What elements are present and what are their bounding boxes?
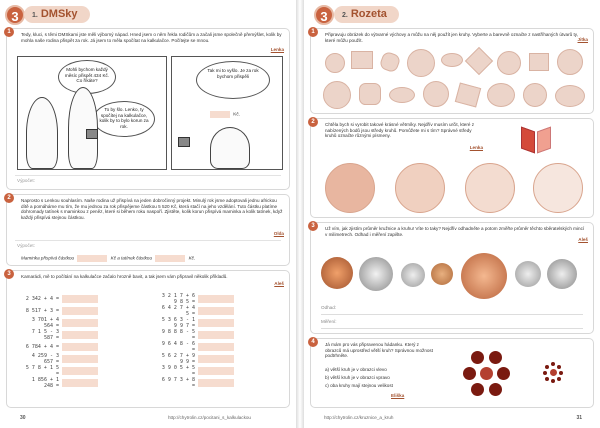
task-author: Jitka	[577, 37, 588, 42]
task-text: Naprosto s Lenkou souhlasím. Naše rodina už přispívá na jeden dobročinný projekt. Minulý rok jsme adoptovali jednu africkou dítě a pomáháme mu tím, že mu jednou za rok přispějeme částkou 5 520 Kč, která stačí na jeho vzdělání. Tuto částku platíme dohromady tatínek s maminkou z peněz, které si během roku naspoří. Zjistěte, kolik korun přispívá maminka a kolik tatínek, když každý přispívá stejnou částkou.	[21, 198, 283, 221]
coin	[461, 253, 507, 299]
page-number: 31	[576, 415, 582, 421]
answer-box[interactable]	[62, 295, 98, 303]
task-text: Kamarádi, mě to počítání na kalkulačce začalo hrozně bavit, a tak jsem vám připravil několik příkladů.	[21, 274, 228, 279]
bubble-text: Tak mi to vyšlo. Je za rok bychom přispěli	[207, 68, 259, 79]
disc[interactable]	[325, 163, 375, 213]
task-number: 3	[4, 269, 14, 279]
coin	[547, 259, 577, 289]
equation-row	[21, 293, 98, 305]
chapter-title-text: Rozeta	[350, 8, 387, 20]
shape-circle[interactable]	[523, 83, 547, 107]
task-number: 1	[4, 27, 14, 37]
girl-figure	[26, 97, 58, 169]
equation-text: 5 3 6 3 - 1 9 9 7 =	[161, 316, 195, 329]
task-number: 2	[4, 193, 14, 203]
task-1	[6, 28, 290, 190]
answer-box[interactable]	[155, 255, 185, 262]
equation-row	[157, 377, 234, 389]
speech-bubble: Mohli bychom každý měsíc přispět 434 Kč. Co říkáte?	[58, 60, 116, 94]
task-1	[310, 28, 594, 114]
book-spine	[296, 0, 304, 428]
task-number: 2	[308, 117, 318, 127]
task-author: Aleš	[578, 237, 588, 242]
chapter-title-text: DMSky	[40, 8, 78, 20]
answer-box[interactable]	[62, 355, 98, 363]
chapter-badge: 3	[314, 5, 334, 25]
equation-text: 6 9 7 3 + 8 =	[161, 376, 195, 389]
equation-row	[21, 317, 98, 329]
shape-diamond[interactable]	[465, 47, 493, 75]
answer-line	[208, 111, 240, 118]
equation-row	[157, 317, 234, 329]
chapter-title	[334, 6, 399, 23]
pinwheel-image	[507, 125, 567, 155]
shape-square[interactable]	[455, 82, 481, 107]
answer-unit: Kč.	[233, 111, 240, 117]
task-3	[6, 270, 290, 408]
comic-panel-right	[171, 56, 283, 170]
shape-circle[interactable]	[325, 53, 345, 73]
equation-text: 2 342 + 4 =	[25, 295, 59, 302]
shape-square[interactable]	[529, 53, 549, 71]
chapter-number: 1.	[32, 12, 38, 19]
answer-box[interactable]	[198, 379, 234, 387]
right-page	[304, 0, 600, 428]
equation-text: 9 8 8 8 - 5 =	[161, 328, 195, 341]
chapter-number: 2.	[342, 12, 348, 19]
option-b[interactable]: b) větší kruh je v obrazci vpravo	[325, 375, 390, 380]
equation-row	[21, 341, 98, 353]
right-header	[304, 4, 600, 26]
solution-area[interactable]: Výpočet:	[15, 175, 281, 187]
page-url[interactable]: http://chytrolin.cz/pocitani_s_kalkulackou	[168, 415, 251, 420]
task-text: Už vím, jak zjistím průměr kružnice a kruhu! Víte to taky? Nejdřív odhadněte a potom změřte průměr těchto sběratelských mincí v milimetrech. Odhad i měření zapište.	[325, 226, 585, 237]
shape-circle[interactable]	[407, 49, 435, 77]
task-author: Olda	[273, 231, 284, 236]
chapter-title	[24, 6, 90, 23]
equation-row	[157, 341, 234, 353]
equation-text: 6 784 + 4 =	[25, 343, 59, 350]
task-author: Lenka	[469, 145, 483, 150]
answer-box[interactable]	[198, 307, 234, 315]
disc[interactable]	[533, 163, 583, 213]
equation-text: 1 856 + 1 248 =	[31, 376, 59, 389]
shape-ellipse[interactable]	[555, 85, 585, 107]
task-3	[310, 222, 594, 334]
answer-box[interactable]	[62, 379, 98, 387]
equation-row	[21, 329, 98, 341]
equation-text: 7 1 5 - 3 587 =	[31, 328, 59, 341]
answer-unit: Kč.	[188, 255, 196, 261]
equation-text: 3 701 + 4 564 =	[31, 316, 59, 329]
right-footer	[304, 414, 600, 424]
equation-row	[21, 377, 98, 389]
task-text: Tedy, kluci, s těmi DMSkami jste měli výborný nápad. Hned jsem o něm řekla rodičům a začali jsme společně přemýšlet, kolik by mohla naše rodina přispět za rok. Já jsem to měla spočítat na kalkulačce. Počítejte se mnou.	[21, 32, 282, 43]
task-2	[310, 118, 594, 218]
task-author: Eliška	[391, 393, 405, 398]
estimate-row[interactable]: Odhad:	[321, 305, 583, 315]
coin	[431, 263, 453, 285]
equation-text: 9 6 4 8 - 6 =	[161, 340, 195, 353]
answer-box[interactable]	[77, 255, 107, 262]
shape-ellipse[interactable]	[487, 83, 515, 107]
left-footer	[0, 414, 296, 424]
coin	[359, 257, 393, 291]
answer-box[interactable]	[62, 367, 98, 375]
answer-sentence	[21, 255, 195, 262]
shape-hexagon[interactable]	[378, 50, 401, 73]
page-number: 30	[20, 415, 26, 421]
disc[interactable]	[465, 163, 515, 213]
shape-circle[interactable]	[323, 81, 351, 109]
shape-ellipse[interactable]	[441, 53, 463, 67]
task-number: 4	[308, 337, 318, 347]
chapter-badge: 3	[5, 5, 25, 25]
task-2	[6, 194, 290, 266]
answer-label: Kč a tatínek částkou	[110, 255, 153, 261]
equation-row	[157, 353, 234, 365]
left-header	[0, 4, 296, 26]
equation-text: 6 4 2 7 + 4 5 =	[161, 304, 195, 317]
answer-box[interactable]	[198, 367, 234, 375]
equation-text: 3 2 1 7 + 6 9 8 5 =	[161, 292, 195, 305]
equation-text: 8 517 + 3 =	[25, 307, 59, 314]
equation-text: 3 9 0 5 + 5 =	[161, 364, 195, 377]
coin	[321, 257, 353, 289]
answer-box[interactable]	[210, 111, 230, 118]
equation-column-1	[21, 293, 98, 389]
option-c[interactable]: c) oba kruhy mají stejnou velikost	[325, 383, 393, 388]
shape-ellipse[interactable]	[389, 87, 415, 103]
answer-box[interactable]	[62, 331, 98, 339]
equation-column-2	[157, 293, 234, 389]
answer-label: Maminka přispívá částkou	[21, 255, 75, 261]
answer-box[interactable]	[198, 355, 234, 363]
shape-rectangle[interactable]	[351, 51, 373, 69]
answer-box[interactable]	[62, 319, 98, 327]
task-number: 1	[308, 27, 318, 37]
task-text: Já mám pro vás připravenou hádanku. Který z obrazců má uprostřed větší kruh? Správnou možnost podtrhněte.	[325, 342, 434, 359]
equation-row	[21, 365, 98, 377]
coin	[401, 263, 425, 287]
comic-panel-left	[17, 56, 167, 170]
shape-rounded[interactable]	[359, 83, 381, 105]
equation-row	[157, 293, 234, 305]
task-author: Lenka	[270, 47, 284, 52]
calculator-icon	[86, 129, 98, 139]
coin	[515, 261, 541, 287]
answer-box[interactable]	[198, 343, 234, 351]
option-a[interactable]: a) větší kruh je v obrazci vlevo	[325, 367, 387, 372]
equation-text: 4 259 - 3 657 =	[31, 352, 59, 365]
speech-bubble: To by šlo. Lenko, ty spočítej na kalkulačce, kolik by to bylo korun za rok.	[93, 101, 155, 137]
equation-text: 5 7 8 + 1 5 =	[25, 364, 59, 377]
equation-row	[157, 329, 234, 341]
task-text: Připravuju obrázek do výtvarné výchovy a můžu na něj použít jen kruhy. Vyberte a barevně označte z nastříhaných útvarů ty, které můžu použít.	[325, 32, 578, 43]
shape-circle[interactable]	[497, 51, 521, 75]
girl-figure	[210, 127, 250, 169]
task-author: Aleš	[274, 281, 284, 286]
answer-box[interactable]	[62, 343, 98, 351]
shape-circle[interactable]	[557, 49, 583, 75]
measure-row[interactable]: Měření:	[321, 319, 583, 329]
task-text: Chtěla bych si vyrobit takové krásné větrníky. Nejdřív musím určit, které z nabízených bodů jsou středy kruhů. Pomůžete mi s tím? Správné středy kruhů označte různými písmeny.	[325, 122, 475, 139]
equation-row	[157, 365, 234, 377]
left-page	[0, 0, 296, 428]
shape-circle[interactable]	[423, 81, 449, 107]
equation-text: 5 6 2 7 + 9 9 9 =	[161, 352, 195, 365]
boy-figure	[68, 87, 98, 169]
equation-row	[21, 353, 98, 365]
page-url[interactable]: http://chytrolin.cz/kruznice_a_kruh	[324, 415, 394, 420]
answer-box[interactable]	[62, 307, 98, 315]
task-number: 3	[308, 221, 318, 231]
answer-box[interactable]	[198, 331, 234, 339]
task-4	[310, 338, 594, 408]
answer-box[interactable]	[198, 319, 234, 327]
calculator-icon	[178, 137, 190, 147]
disc[interactable]	[395, 163, 445, 213]
solution-area[interactable]: Výpočet:	[15, 240, 281, 252]
equation-row	[21, 305, 98, 317]
answer-box[interactable]	[198, 295, 234, 303]
equation-row	[157, 305, 234, 317]
speech-bubble	[196, 61, 270, 99]
